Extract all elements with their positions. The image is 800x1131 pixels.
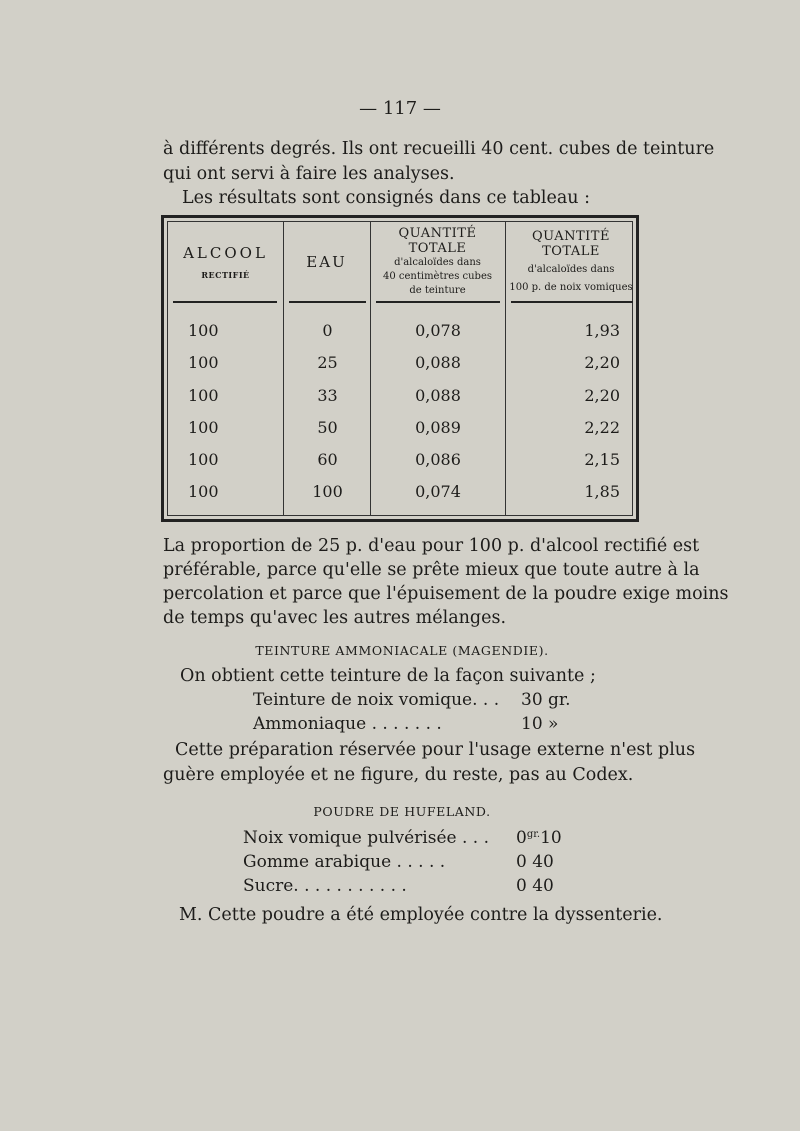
cell-alcool: 100 [188,418,219,437]
intro-line-2: qui ont servi à faire les analyses. [163,164,455,184]
cell-q40: 0,089 [415,418,461,437]
recipe-item-name: Gomme arabique . . . . . [243,852,446,872]
body-line: On obtient cette teinture de la façon suivante ; [180,666,596,686]
header-alcool [168,222,283,301]
header-q40 [370,222,505,301]
intro-line-3: Les résultats sont consignés dans ce tableau : [182,188,591,208]
qty-unit: gr. [526,829,541,840]
recipe-item-name: Ammoniaque . . . . . . . [253,714,442,734]
body-line: La proportion de 25 p. d'eau pour 100 p. d'alcool rectifié est [163,536,700,556]
recipe-item-name: Noix vomique pulvérisée . . . [243,828,489,848]
header-eau-title: EAU [306,252,347,271]
header-q100-sub: 100 p. de noix vomiques [509,281,633,293]
cell-q40: 0,074 [415,482,461,501]
cell-eau: 50 [317,418,338,437]
header-rule [173,301,277,303]
cell-eau: 60 [317,450,338,469]
header-q100-sub: d'alcaloïdes dans [527,263,615,275]
cell-q40: 0,078 [415,321,461,340]
cell-q100: 1,85 [584,482,620,501]
cell-alcool: 100 [188,482,219,501]
cell-alcool: 100 [188,353,219,372]
header-q40-title: QUANTITÉ TOTALE [398,225,477,256]
qty-rest: 10 [540,828,562,848]
header-eau [283,222,370,301]
section-heading-teinture: TEINTURE AMMONIACALE (MAGENDIE). [255,643,549,658]
recipe-item-qty: 30 gr. [521,690,571,710]
cell-alcool: 100 [188,450,219,469]
cell-q100: 2,22 [584,418,620,437]
table-inner-frame [167,221,633,516]
header-rule [376,301,500,303]
cell-q40: 0,088 [415,386,461,405]
header-q100 [505,222,637,301]
header-rule [289,301,366,303]
header-q40-sub: d'alcaloïdes dans [394,256,481,268]
body-line: de temps qu'avec les autres mélanges. [163,608,507,628]
header-alcool-title: ALCOOL [183,243,268,262]
section-heading-poudre: POUDRE DE HUFELAND. [313,804,491,819]
recipe-item-qty: 0 40 [516,852,554,872]
header-q40-sub: de teinture [409,284,466,296]
recipe-item-qty: 10 » [521,714,559,734]
body-line: Cette préparation réservée pour l'usage externe n'est plus [175,740,696,760]
cell-q100: 1,93 [584,321,620,340]
recipe-item-name: Sucre. . . . . . . . . . . [243,876,407,896]
cell-q100: 2,20 [584,353,620,372]
cell-eau: 0 [322,321,333,340]
cell-q40: 0,088 [415,353,461,372]
body-line: préférable, parce qu'elle se prête mieux que toute autre à la [163,560,700,580]
page-number: — 117 — [359,98,441,119]
header-q100-title: QUANTITÉ TOTALE [532,228,610,259]
recipe-item-qty: 0 40 [516,876,554,896]
results-table [161,215,639,522]
cell-q100: 2,20 [584,386,620,405]
cell-eau: 100 [312,482,343,501]
recipe-item-qty [516,828,562,848]
body-line: percolation et parce que l'épuisement de la poudre exige moins [163,584,729,604]
recipe-item-name: Teinture de noix vomique. . . [253,690,500,710]
cell-eau: 33 [317,386,338,405]
header-rule [511,301,633,303]
intro-line-1: à différents degrés. Ils ont recueilli 40 cent. cubes de teinture [163,139,715,159]
cell-eau: 25 [317,353,338,372]
qty-main: 0 [516,828,527,848]
header-q40-sub: 40 centimètres cubes [383,270,492,282]
cell-alcool: 100 [188,321,219,340]
cell-q40: 0,086 [415,450,461,469]
header-alcool-sub: RECTIFIÉ [201,269,250,280]
cell-alcool: 100 [188,386,219,405]
closing-line: M. Cette poudre a été employée contre la dyssenterie. [179,905,663,925]
body-line: guère employée et ne figure, du reste, pas au Codex. [163,765,634,785]
cell-q100: 2,15 [584,450,620,469]
